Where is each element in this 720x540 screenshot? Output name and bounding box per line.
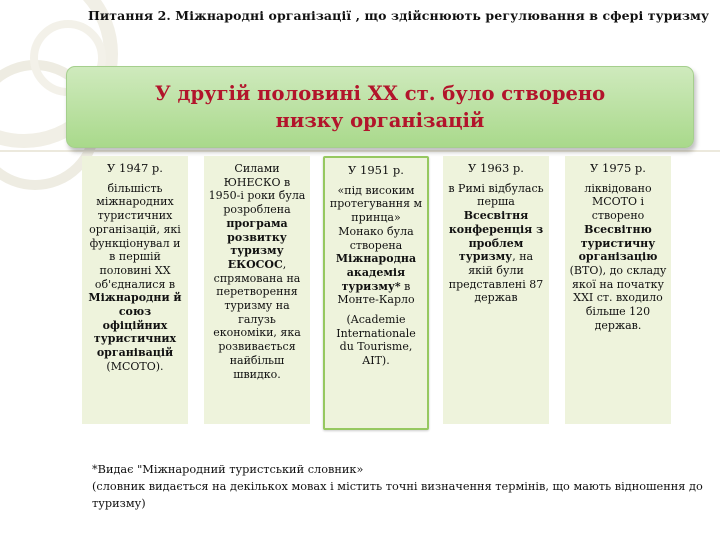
card-highlight: програма розвитку туризму ЕКОСОС — [226, 216, 288, 271]
banner-text: У другій половині ХХ ст. було створено низку організацій — [154, 82, 606, 132]
footnote-line: *Видає "Міжнародний туристський словник» — [92, 463, 364, 476]
card-text — [569, 182, 667, 333]
decor-line — [0, 150, 720, 152]
timeline-card-1947 — [82, 156, 188, 424]
card-text-part: Силами ЮНЕСКО в 1950-і роки була розроблена — [208, 162, 306, 217]
banner — [66, 66, 694, 148]
card-highlight: Всесвітня конференція з проблем туризму — [448, 209, 544, 264]
card-text — [329, 184, 423, 307]
card-text — [447, 182, 545, 305]
timeline-card-1975 — [565, 156, 671, 424]
card-year: У 1947 р. — [107, 161, 163, 175]
card-year: У 1975 р. — [590, 161, 646, 175]
card-year: У 1963 р. — [468, 161, 524, 175]
card-highlight: Міжнародни й союз офіційних туристичних органівацій — [88, 291, 182, 360]
card-text-part: «під високим протегування м принца» Монако була створена — [329, 183, 423, 252]
card-text-part: (МСОТО). — [106, 359, 164, 373]
footnote-line: (словник видається на декількох мовах і містить точні визначення термінів, що мають відношення до туризму) — [92, 480, 703, 510]
card-text-part: , на якій були представлені 87 держав — [448, 250, 544, 305]
timeline-card-unesco — [204, 156, 310, 424]
card-extra-text: (Academie Internationale du Tourisme, AIT). — [336, 313, 416, 368]
card-text — [208, 162, 306, 381]
card-text-part: в Монте-Карло — [337, 279, 415, 307]
card-highlight: Міжнародна академія туризму* — [335, 252, 417, 293]
card-year: У 1951 р. — [348, 163, 404, 177]
timeline-card-1951 — [323, 156, 429, 430]
card-text-part: ліквідовано МСОТО і створено — [584, 181, 652, 223]
timeline-card-1963 — [443, 156, 549, 424]
slide-title: Питання 2. Міжнародні організації , що здійснюють регулювання в сфері туризму — [88, 8, 710, 23]
card-text-part: більшість міжнародних туристичних організацій, які функціонувал и в першій половині ХХ об'єдналися в — [89, 181, 181, 291]
footnote — [92, 461, 712, 512]
card-text-part: в Римі відбулась перша — [448, 181, 544, 209]
card-text-part: (ВТО), до складу якої на початку XXI ст. входило більше 120 держав. — [569, 263, 667, 332]
card-highlight: Всесвітню туристичну організацію — [578, 222, 658, 264]
card-text-part: , спрямована на перетворення туризму на галузь економіки, яка розвивається найбільш швидко. — [213, 257, 301, 381]
card-text — [86, 182, 184, 374]
